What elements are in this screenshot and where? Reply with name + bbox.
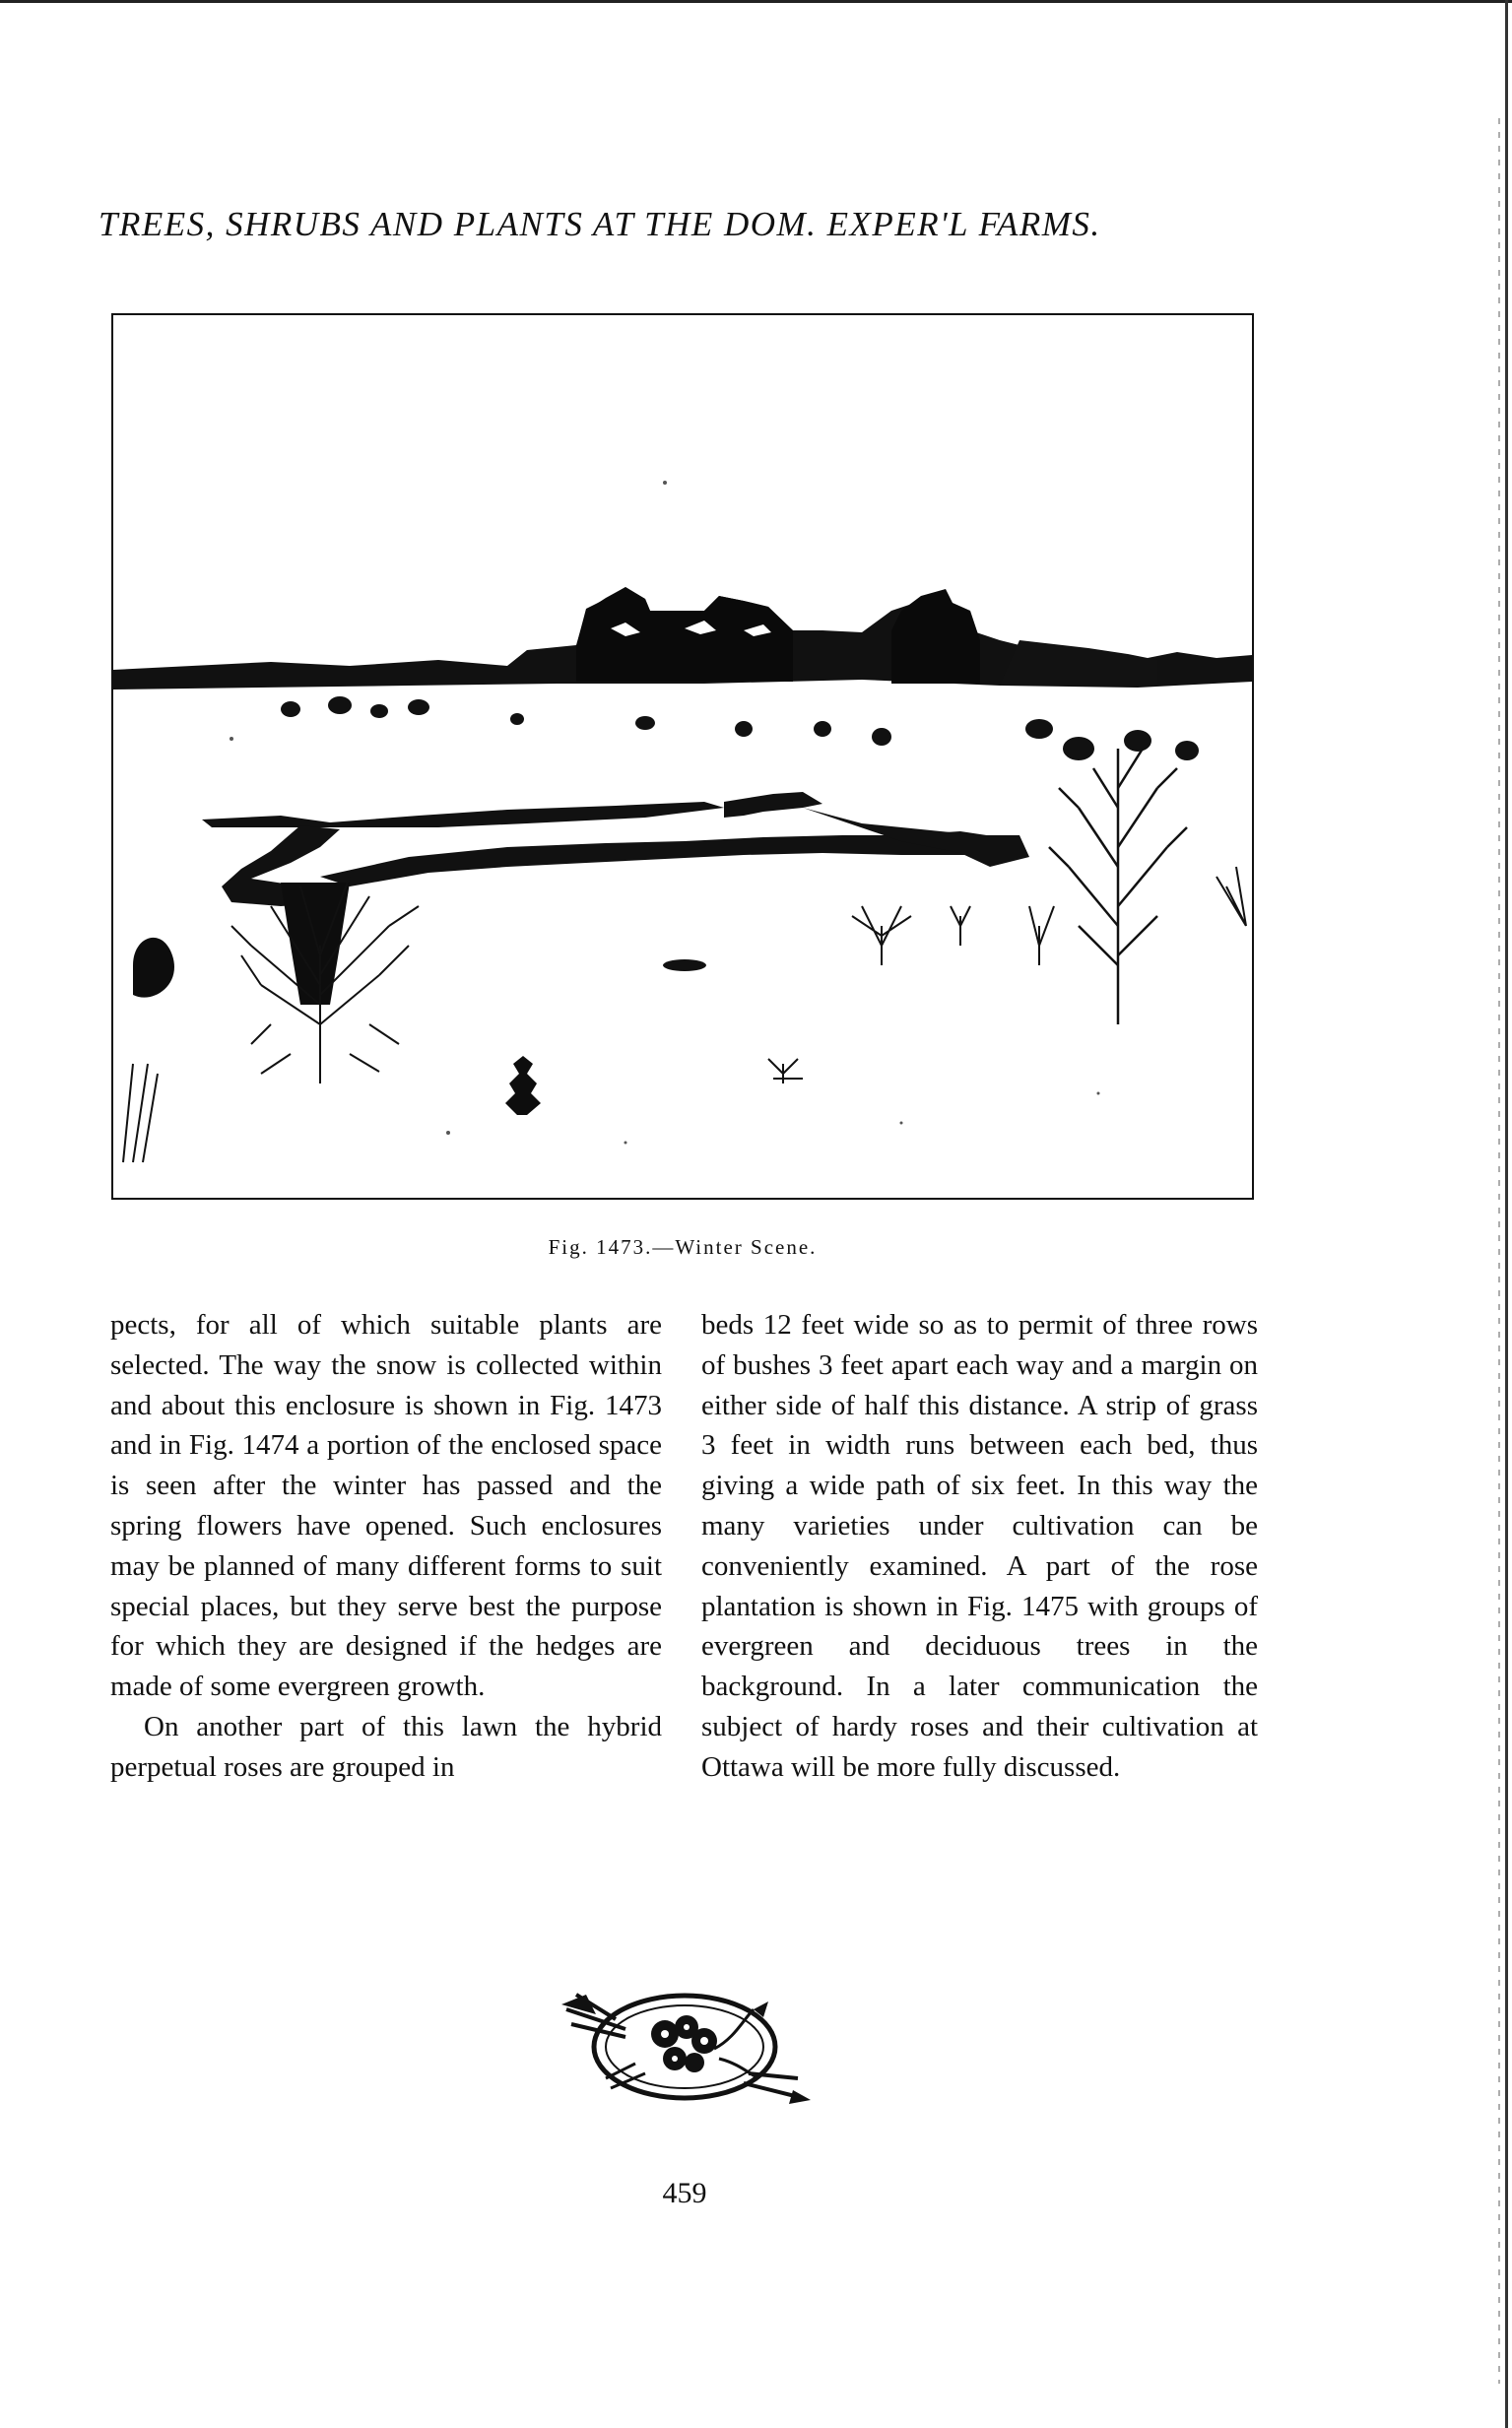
paragraph: On another part of this lawn the hybrid perpetual roses are grouped in	[110, 1710, 662, 1783]
scan-edge-shadow	[1498, 118, 1500, 2384]
page-number: 459	[662, 2177, 707, 2209]
text-column-left	[110, 1305, 662, 1788]
scan-edge-top	[0, 0, 1512, 3]
floral-palette-ornament	[557, 1980, 813, 2113]
winter-scene-illustration	[113, 315, 1252, 1198]
figure-caption: Fig. 1473.—Winter Scene.	[548, 1235, 818, 1259]
running-head: TREES, SHRUBS AND PLANTS AT THE DOM. EXPER'L FARMS.	[99, 205, 1101, 243]
figure-winter-scene	[111, 313, 1254, 1200]
paragraph: pects, for all of which suitable plants are selected. The way the snow is collected within and about this enclosure is shown in Fig. 1473 and in Fig. 1474 a portion of the enclosed space is seen after the winter has passed and the spring flowers have opened. Such enclosures may be planned of many different forms to suit special places, but they serve best the purpose for which they are designed if the hedges are made of some evergreen growth.	[110, 1309, 662, 1703]
paragraph: beds 12 feet wide so as to permit of three rows of bushes 3 feet apart each way and a margin on either side of half this distance. A strip of grass 3 feet in width runs between each bed, thus giving a wide path of six feet. In this way the many varieties under cultivation can be conveniently examined. A part of the rose plantation is shown in Fig. 1475 with groups of evergreen and deciduous trees in the background. In a later communication the subject of hardy roses and their cultivation at Ottawa will be more fully discussed.	[701, 1309, 1258, 1783]
scan-edge-right	[1505, 0, 1508, 2428]
text-column-right	[701, 1305, 1258, 1788]
